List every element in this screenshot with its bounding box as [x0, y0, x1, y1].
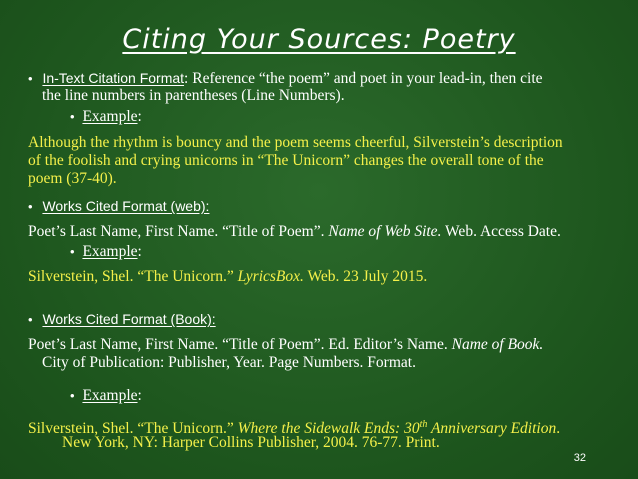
book-format-pre: Poet’s Last Name, First Name. “Title of Poem”. Ed. Editor’s Name.: [28, 336, 452, 353]
web-example-label: Example: [82, 243, 138, 260]
bullet-icon: •: [70, 388, 75, 403]
book-example-bullet: [70, 387, 142, 405]
book-example-colon: :: [137, 387, 142, 404]
book-example-period: .: [556, 420, 561, 438]
book-example-line-2: New York, NY: Harper Collins Publisher, 2004. 76-77. Print.: [62, 434, 440, 451]
book-bullet-line: [28, 310, 216, 329]
book-example-sup: th: [419, 419, 428, 430]
web-format-pre: Poet’s Last Name, First Name. “Title of Poem”.: [28, 223, 329, 240]
web-example-pre: Silverstein, Shel. “The Unicorn.”: [28, 268, 238, 285]
bullet-icon: •: [70, 109, 75, 124]
intext-label: In-Text Citation Format: [42, 70, 185, 86]
book-format-italic: Name of Book.: [451, 336, 544, 353]
book-format-line-2: City of Publication: Publisher, Year. Page Numbers. Format.: [42, 354, 416, 371]
intext-line2: the line numbers in parentheses (Line Numbers).: [42, 87, 345, 104]
web-example-colon: :: [137, 243, 142, 260]
book-example-pre: Silverstein, Shel. “The Unicorn.”: [28, 420, 238, 438]
intext-bullet-line: [28, 69, 543, 88]
web-example-bullet: [70, 243, 142, 261]
web-format-line: [28, 223, 561, 241]
web-format-post: Web. Access Date.: [441, 223, 561, 240]
bullet-icon: •: [28, 71, 33, 86]
book-label: Works Cited Format (Book):: [42, 311, 216, 327]
slide-title: Citing Your Sources: Poetry: [122, 24, 516, 55]
book-example-italic: Where the Sidewalk Ends: 30: [237, 420, 420, 438]
web-example-post: Web. 23 July 2015.: [303, 268, 428, 285]
slide-number: 32: [573, 452, 586, 464]
web-label: Works Cited Format (web):: [42, 198, 210, 214]
intext-example-label: Example: [82, 108, 138, 125]
bullet-icon: •: [70, 244, 75, 259]
book-format-line-1: [28, 336, 543, 354]
intext-example-line-3: poem (37-40).: [28, 170, 117, 187]
web-format-italic: Name of Web Site.: [328, 223, 442, 240]
web-example-italic: LyricsBox.: [237, 268, 304, 285]
book-example-italic2: Anniversary Edition: [427, 420, 557, 438]
book-example-label: Example: [82, 387, 138, 404]
intext-example-line-1: Although the rhythm is bouncy and the poem seems cheerful, Silverstein’s description: [28, 134, 563, 151]
web-bullet-line: [28, 197, 209, 216]
intext-example-line-2: of the foolish and crying unicorns in “The Unicorn” changes the overall tone of the: [28, 152, 544, 169]
bullet-icon: •: [28, 312, 33, 327]
intext-example-colon: :: [137, 108, 142, 125]
web-example-line: [28, 268, 427, 286]
intext-example-bullet: [70, 108, 142, 126]
intext-rest: : Reference “the poem” and poet in your lead-in, then cite: [184, 70, 543, 87]
bullet-icon: •: [28, 199, 33, 214]
